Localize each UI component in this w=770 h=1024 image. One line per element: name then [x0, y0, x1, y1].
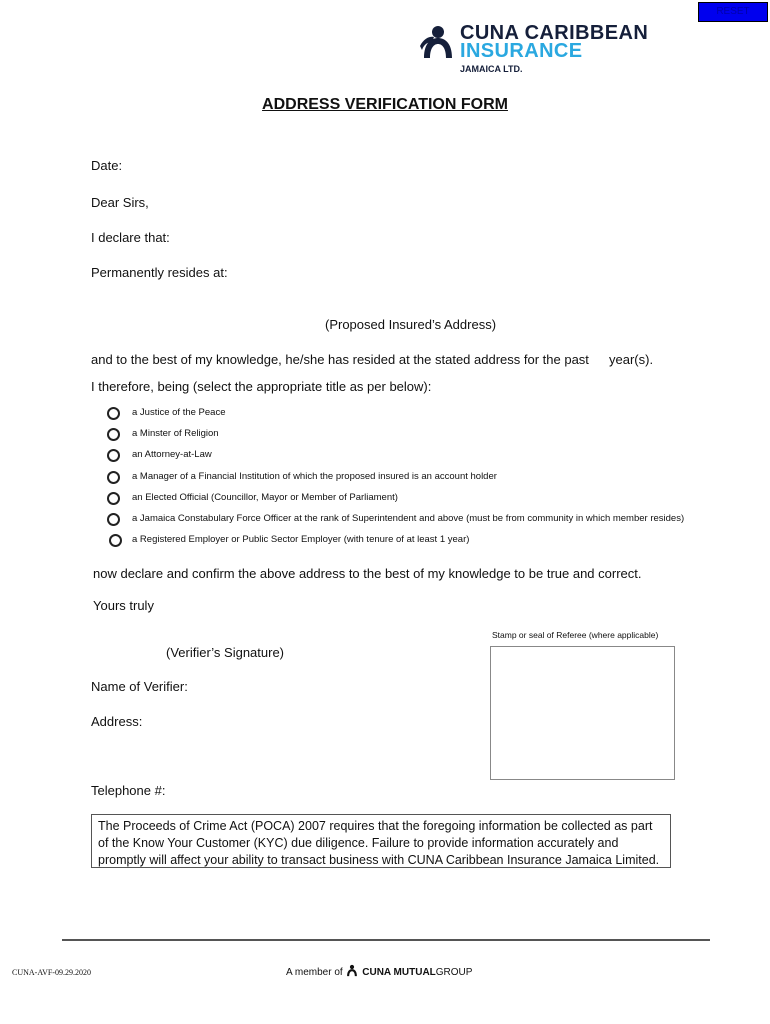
title-select-instruction: I therefore, being (select the appropriate title as per below): [91, 379, 432, 394]
logo-emblem-icon [418, 24, 458, 60]
option-label: a Minster of Religion [132, 428, 219, 439]
poca-notice: The Proceeds of Crime Act (POCA) 2007 requires that the foregoing information be collected as part of the Know Your Customer (KYC) due diligence. Failure to provide information accurately and promptly will affect your ability to transact business with CUNA Caribbean Insurance Jamaica Limited. [91, 814, 671, 868]
radio-financial-manager[interactable] [107, 471, 120, 484]
brand-rest: GROUP [435, 967, 473, 978]
logo-line-2: INSURANCE [460, 40, 583, 62]
telephone-label: Telephone #: [91, 783, 166, 798]
logo-line-1: CUNA CARIBBEAN [460, 22, 649, 44]
stamp-seal-box [490, 646, 675, 780]
form-code: CUNA-AVF-09.29.2020 [12, 968, 91, 977]
option-label: a Justice of the Peace [132, 407, 226, 418]
name-of-verifier-label: Name of Verifier: [91, 679, 188, 694]
brand-bold: CUNA MUTUAL [362, 967, 436, 978]
option-label: a Manager of a Financial Institution of which the proposed insured is an account holder [132, 471, 497, 482]
cuna-caribbean-logo [418, 22, 678, 78]
resided-statement: and to the best of my knowledge, he/she has resided at the stated address for the past [91, 352, 589, 367]
form-title: ADDRESS VERIFICATION FORM [262, 96, 508, 113]
radio-justice-of-peace[interactable] [107, 407, 120, 420]
option-label: a Jamaica Constabulary Force Officer at the rank of Superintendent and above (must be from community in which member resides) [132, 513, 685, 524]
cuna-mutual-emblem-icon [345, 964, 359, 977]
cuna-mutual-footer-logo [286, 964, 472, 978]
radio-minister-of-religion[interactable] [107, 428, 120, 441]
dear-sirs-text: Dear Sirs, [91, 195, 149, 210]
declare-text: I declare that: [91, 230, 170, 245]
member-of-text: A member of [286, 967, 343, 978]
yours-truly-text: Yours truly [93, 598, 154, 613]
date-label: Date: [91, 158, 123, 173]
option-label: an Attorney-at-Law [132, 449, 212, 460]
option-label: an Elected Official (Councillor, Mayor or Member of Parliament) [132, 492, 398, 503]
radio-elected-official[interactable] [107, 492, 120, 505]
footer-divider [62, 939, 710, 941]
radio-registered-employer[interactable] [109, 534, 122, 547]
stamp-label: Stamp or seal of Referee (where applicable) [492, 630, 659, 640]
option-label: a Registered Employer or Public Sector Employer (with tenure of at least 1 year) [132, 534, 470, 545]
radio-attorney-at-law[interactable] [107, 449, 120, 462]
radio-jcf-officer[interactable] [107, 513, 120, 526]
signature-caption: (Verifier’s Signature) [166, 645, 285, 660]
years-label: year(s). [609, 352, 654, 367]
proposed-address-caption: (Proposed Insured’s Address) [325, 317, 497, 332]
address-label: Address: [91, 714, 143, 729]
reset-button[interactable]: RESET [698, 2, 768, 22]
logo-line-3: JAMAICA LTD. [460, 64, 523, 74]
confirm-statement: now declare and confirm the above address to the best of my knowledge to be true and correct. [93, 566, 642, 581]
resides-label: Permanently resides at: [91, 265, 228, 280]
